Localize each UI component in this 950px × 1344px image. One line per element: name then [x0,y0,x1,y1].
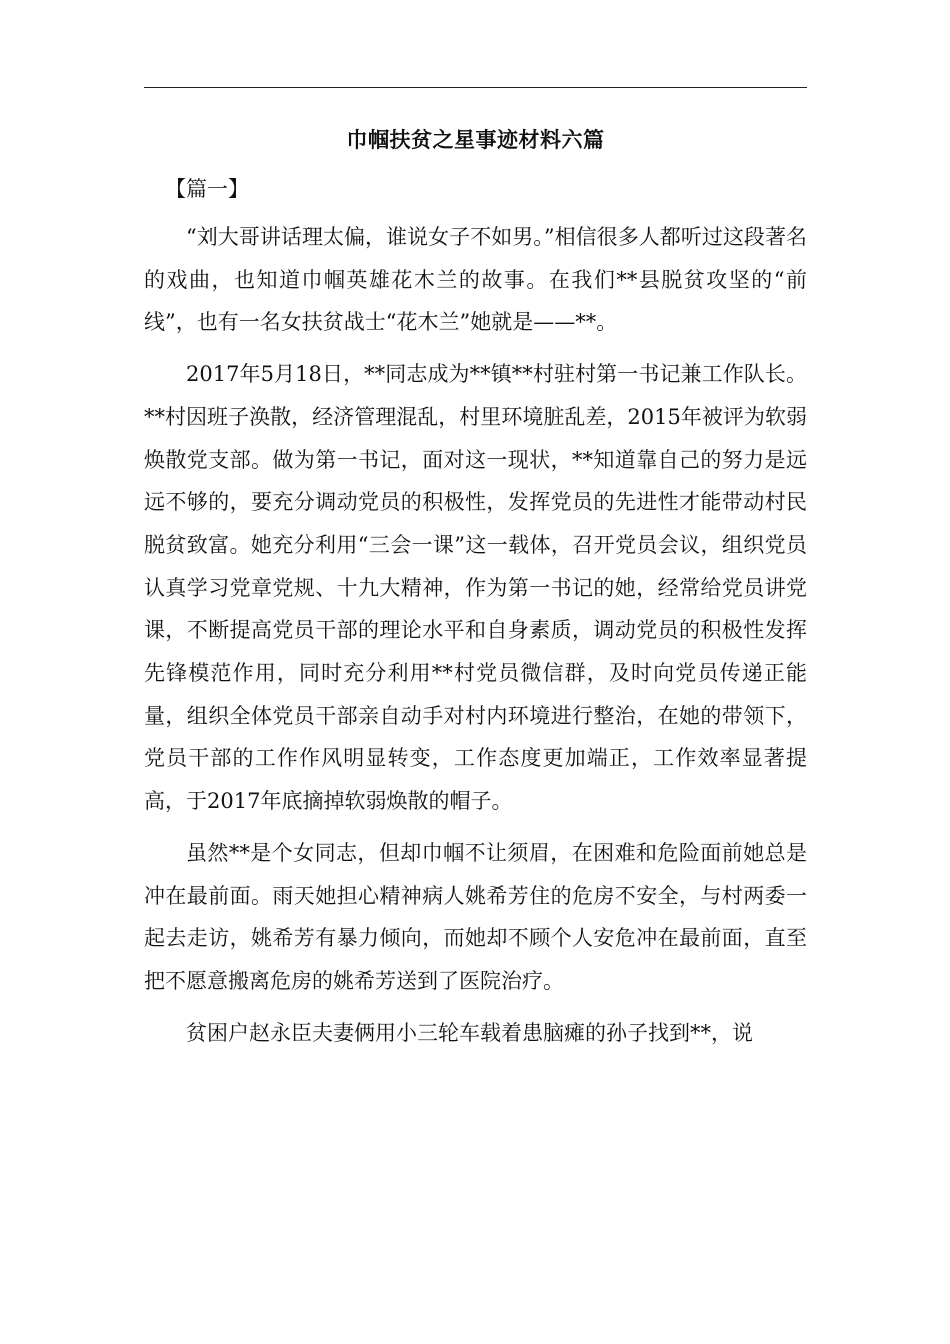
paragraph-3: 虽然**是个女同志，但却巾帼不让须眉，在困难和危险面前她总是冲在最前面。雨天她担心精神病人姚希芳住的危房不安全，与村两委一起去走访，姚希芳有暴力倾向，而她却不顾个人安危冲在最前面，直至把不愿意搬离危房的姚希芳送到了医院治疗。 [144,840,807,993]
document-title: 巾帼扶贫之星事迹材料六篇 [346,127,605,152]
document-body [144,172,807,1054]
paragraph-1: “刘大哥讲话理太偏，谁说女子不如男。”相信很多人都听过这段著名的戏曲，也知道巾帼英雄花木兰的故事。在我们**县脱贫攻坚的“前线”，也有一名女扶贫战士“花木兰”她就是——**。 [144,225,807,335]
header-rule [144,87,807,88]
paragraph-2: 2017年5月18日，**同志成为**镇**村驻村第一书记兼工作队长。**村因班子涣散，经济管理混乱，村里环境脏乱差，2015年被评为软弱焕散党支部。做为第一书记，面对这一现状，**知道靠自己的努力是远远不够的，要充分调动党员的积极性，发挥党员的先进性才能带动村民脱贫致富。她充分利用“三会一课”这一载体，召开党员会议，组织党员认真学习党章党规、十九大精神，作为第一书记的她，经常给党员讲党课，不断提高党员干部的理论水平和自身素质，调动党员的积极性发挥先锋模范作用，同时充分利用**村党员微信群，及时向党员传递正能量，组织全体党员干部亲自动手对村内环境进行整治，在她的带领下，党员干部的工作作风明显转变，工作态度更加端正，工作效率显著提高，于2017年底摘掉软弱焕散的帽子。 [144,362,807,814]
section-label: 【篇一】 [165,177,249,201]
paragraph-4: 贫困户赵永臣夫妻俩用小三轮车载着患脑瘫的孙子找到**，说 [186,1020,753,1045]
